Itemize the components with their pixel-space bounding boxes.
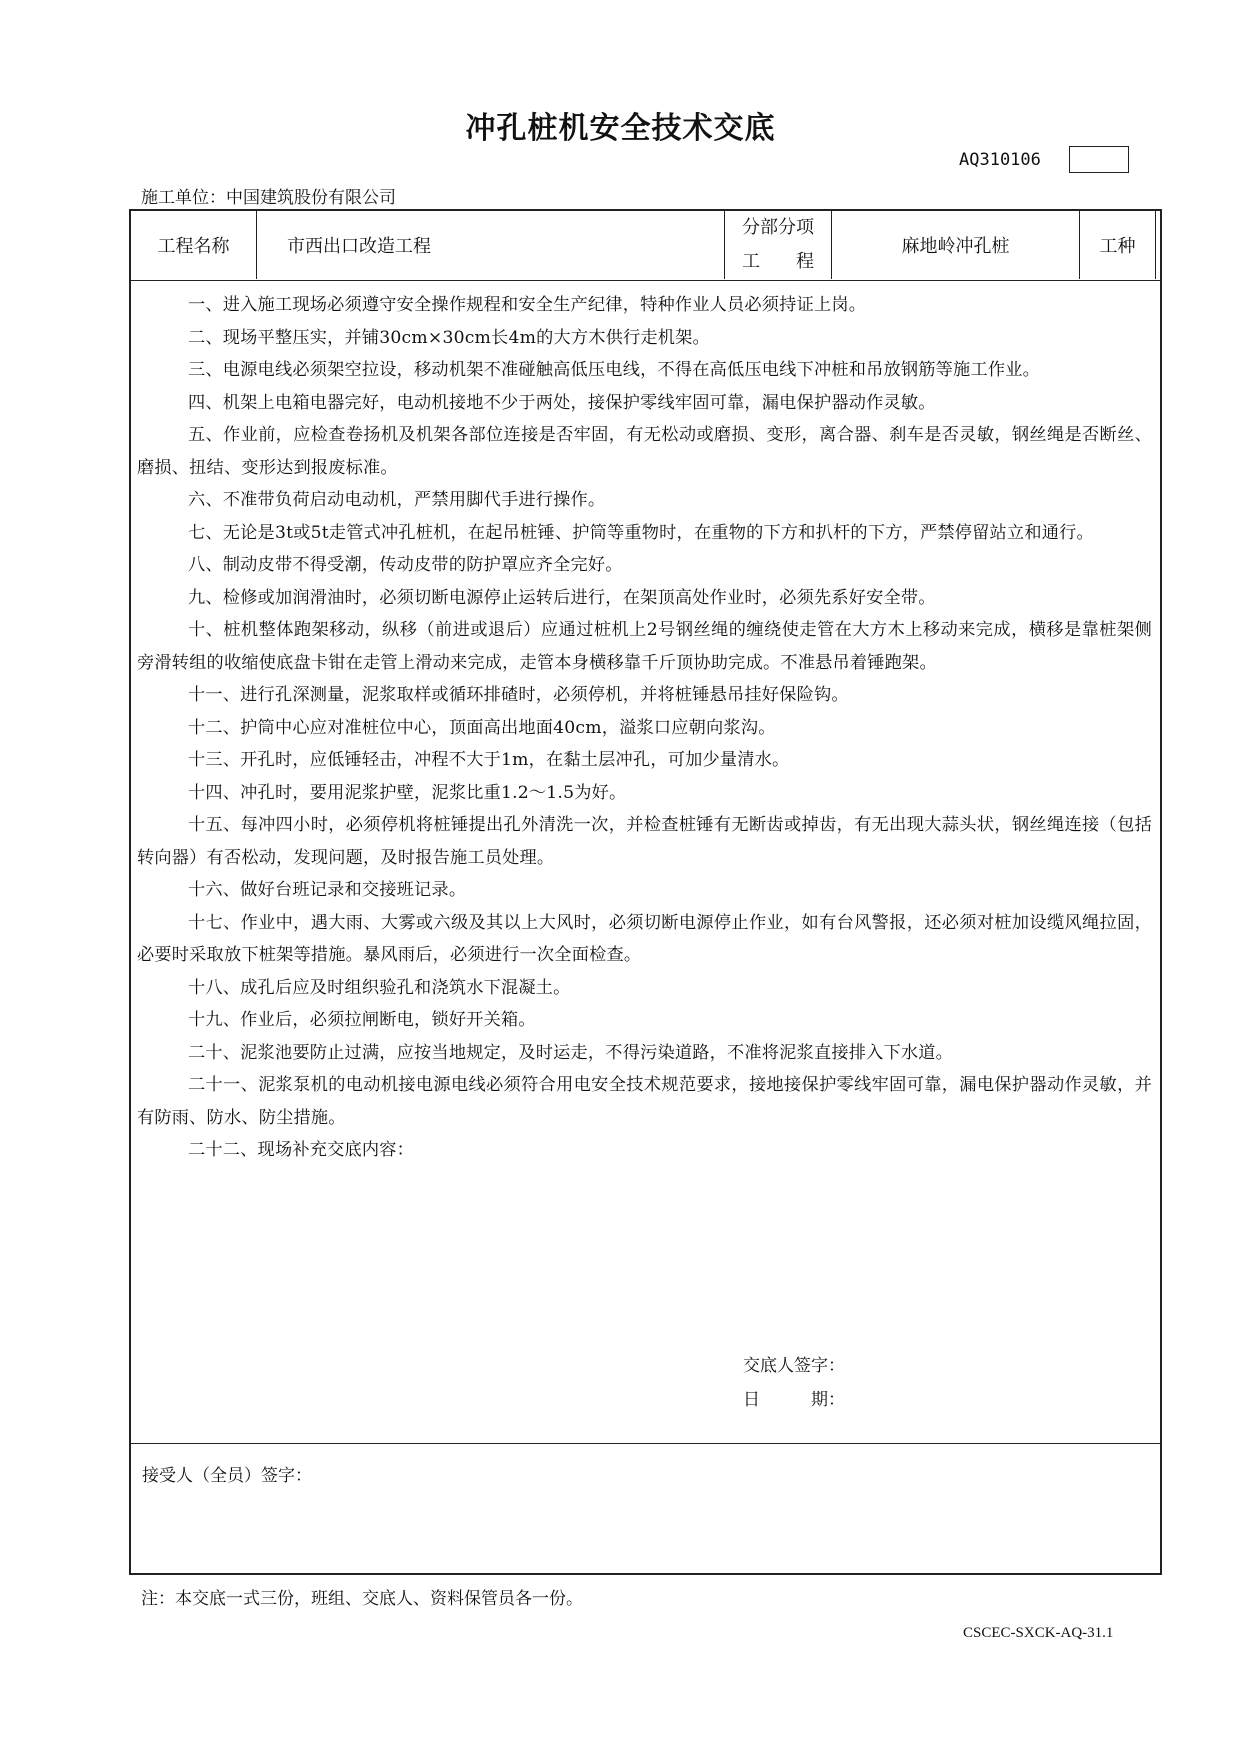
list-item: 九、检修或加润滑油时，必须切断电源停止运转后进行，在架顶高处作业时，必须先系好安全带。 bbox=[188, 587, 936, 608]
disclosure-form bbox=[129, 209, 1162, 1575]
subitem-value: 麻地岭冲孔桩 bbox=[832, 211, 1080, 279]
subitem-label-line1: 分部分项 bbox=[742, 217, 814, 238]
list-item: 三、电源电线必须架空拉设，移动机架不准碰触高低压电线，不得在高低压电线下冲桩和吊放钢筋等施工作业。 bbox=[188, 360, 1040, 380]
list-item: 十八、成孔后应及时组织验孔和浇筑水下混凝土。 bbox=[188, 977, 571, 998]
list-item: 二十二、现场补充交底内容： bbox=[188, 1140, 415, 1160]
list-item: 五、作业前，应检查卷扬机及机架各部位连接是否牢固，有无松动或磨损、变形，离合器、刹车是否灵敏，钢丝绳是否断丝、磨损、扭结、变形达到报废标准。 bbox=[137, 425, 1152, 478]
receiver-signature-label: 接受人（全员）签字： bbox=[142, 1466, 312, 1486]
list-item: 八、制动皮带不得受潮，传动皮带的防护罩应齐全完好。 bbox=[188, 555, 623, 575]
list-item: 十三、开孔时，应低锤轻击，冲程不大于1m，在黏土层冲孔，可加少量清水。 bbox=[188, 750, 790, 770]
disclosure-date-label: 日 期： bbox=[743, 1390, 845, 1410]
subitem-label-line2: 工 程 bbox=[742, 251, 814, 272]
project-name-label: 工程名称 bbox=[131, 211, 257, 279]
list-item: 十四、冲孔时，要用泥浆护壁，泥浆比重1.2～1.5为好。 bbox=[188, 782, 627, 803]
construction-unit: 施工单位：中国建筑股份有限公司 bbox=[141, 188, 396, 208]
list-item: 四、机架上电箱电器完好，电动机接地不少于两处，接保护零线牢固可靠，漏电保护器动作灵敏。 bbox=[188, 392, 936, 413]
list-item: 六、不准带负荷启动电动机，严禁用脚代手进行操作。 bbox=[188, 490, 606, 510]
list-item: 二十一、泥浆泵机的电动机接电源电线必须符合用电安全技术规范要求，接地接保护零线牢固可靠，漏电保护器动作灵敏，并有防雨、防水、防尘措施。 bbox=[137, 1075, 1152, 1128]
footnote: 注：本交底一式三份，班组、交底人、资料保管员各一份。 bbox=[141, 1589, 583, 1609]
form-code: CSCEC-SXCK-AQ-31.1 bbox=[963, 1625, 1114, 1641]
project-name-value: 市西出口改造工程 bbox=[257, 211, 725, 279]
list-item: 二、现场平整压实，并铺30cm×30cm长4m的大方木供行走机架。 bbox=[188, 327, 710, 348]
trade-label: 工种 bbox=[1080, 211, 1156, 279]
list-item: 十七、作业中，遇大雨、大雾或六级及其以上大风时，必须切断电源停止作业，如有台风警报，还必须对桩加设缆风绳拉固，必要时采取放下桩架等措施。暴风雨后，必须进行一次全面检查。 bbox=[137, 912, 1152, 965]
discloser-signature-label: 交底人签字： bbox=[743, 1356, 845, 1376]
list-item: 十、桩机整体跑架移动，纵移（前进或退后）应通过桩机上2号钢丝绳的缠绕使走管在大方木上移动来完成，横移是靠桩架侧旁滑转组的收缩使底盘卡钳在走管上滑动来完成，走管本身横移靠千斤顶协助完成。不准悬吊着锤跑架。 bbox=[137, 620, 1152, 673]
subitem-label bbox=[725, 211, 832, 279]
list-item: 十二、护筒中心应对准桩位中心，顶面高出地面40cm，溢浆口应朝向浆沟。 bbox=[188, 717, 776, 738]
list-item: 十九、作业后，必须拉闸断电，锁好开关箱。 bbox=[188, 1010, 536, 1030]
list-item: 十五、每冲四小时，必须停机将桩锤提出孔外清洗一次，并检查桩锤有无断齿或掉齿，有无出现大蒜头状，钢丝绳连接（包括转向器）有否松动，发现问题，及时报告施工员处理。 bbox=[137, 815, 1152, 868]
disclosure-content bbox=[131, 281, 1160, 1444]
list-item: 七、无论是3t或5t走管式冲孔桩机，在起吊桩锤、护筒等重物时，在重物的下方和扒杆的下方，严禁停留站立和通行。 bbox=[188, 522, 1094, 543]
list-item: 十一、进行孔深测量，泥浆取样或循环排碴时，必须停机，并将桩锤悬吊挂好保险钩。 bbox=[188, 685, 849, 705]
document-title: 冲孔桩机安全技术交底 bbox=[465, 111, 776, 146]
list-item: 二十、泥浆池要防止过满，应按当地规定，及时运走，不得污染道路，不准将泥浆直接排入下水道。 bbox=[188, 1042, 954, 1063]
trade-value bbox=[1156, 211, 1160, 279]
list-item: 十六、做好台班记录和交接班记录。 bbox=[188, 880, 467, 900]
form-header-row bbox=[131, 211, 1160, 281]
document-number: AQ310106 bbox=[959, 150, 1041, 170]
document-number-box bbox=[1069, 146, 1129, 173]
list-item: 一、进入施工现场必须遵守安全操作规程和安全生产纪律，特种作业人员必须持证上岗。 bbox=[188, 295, 867, 315]
